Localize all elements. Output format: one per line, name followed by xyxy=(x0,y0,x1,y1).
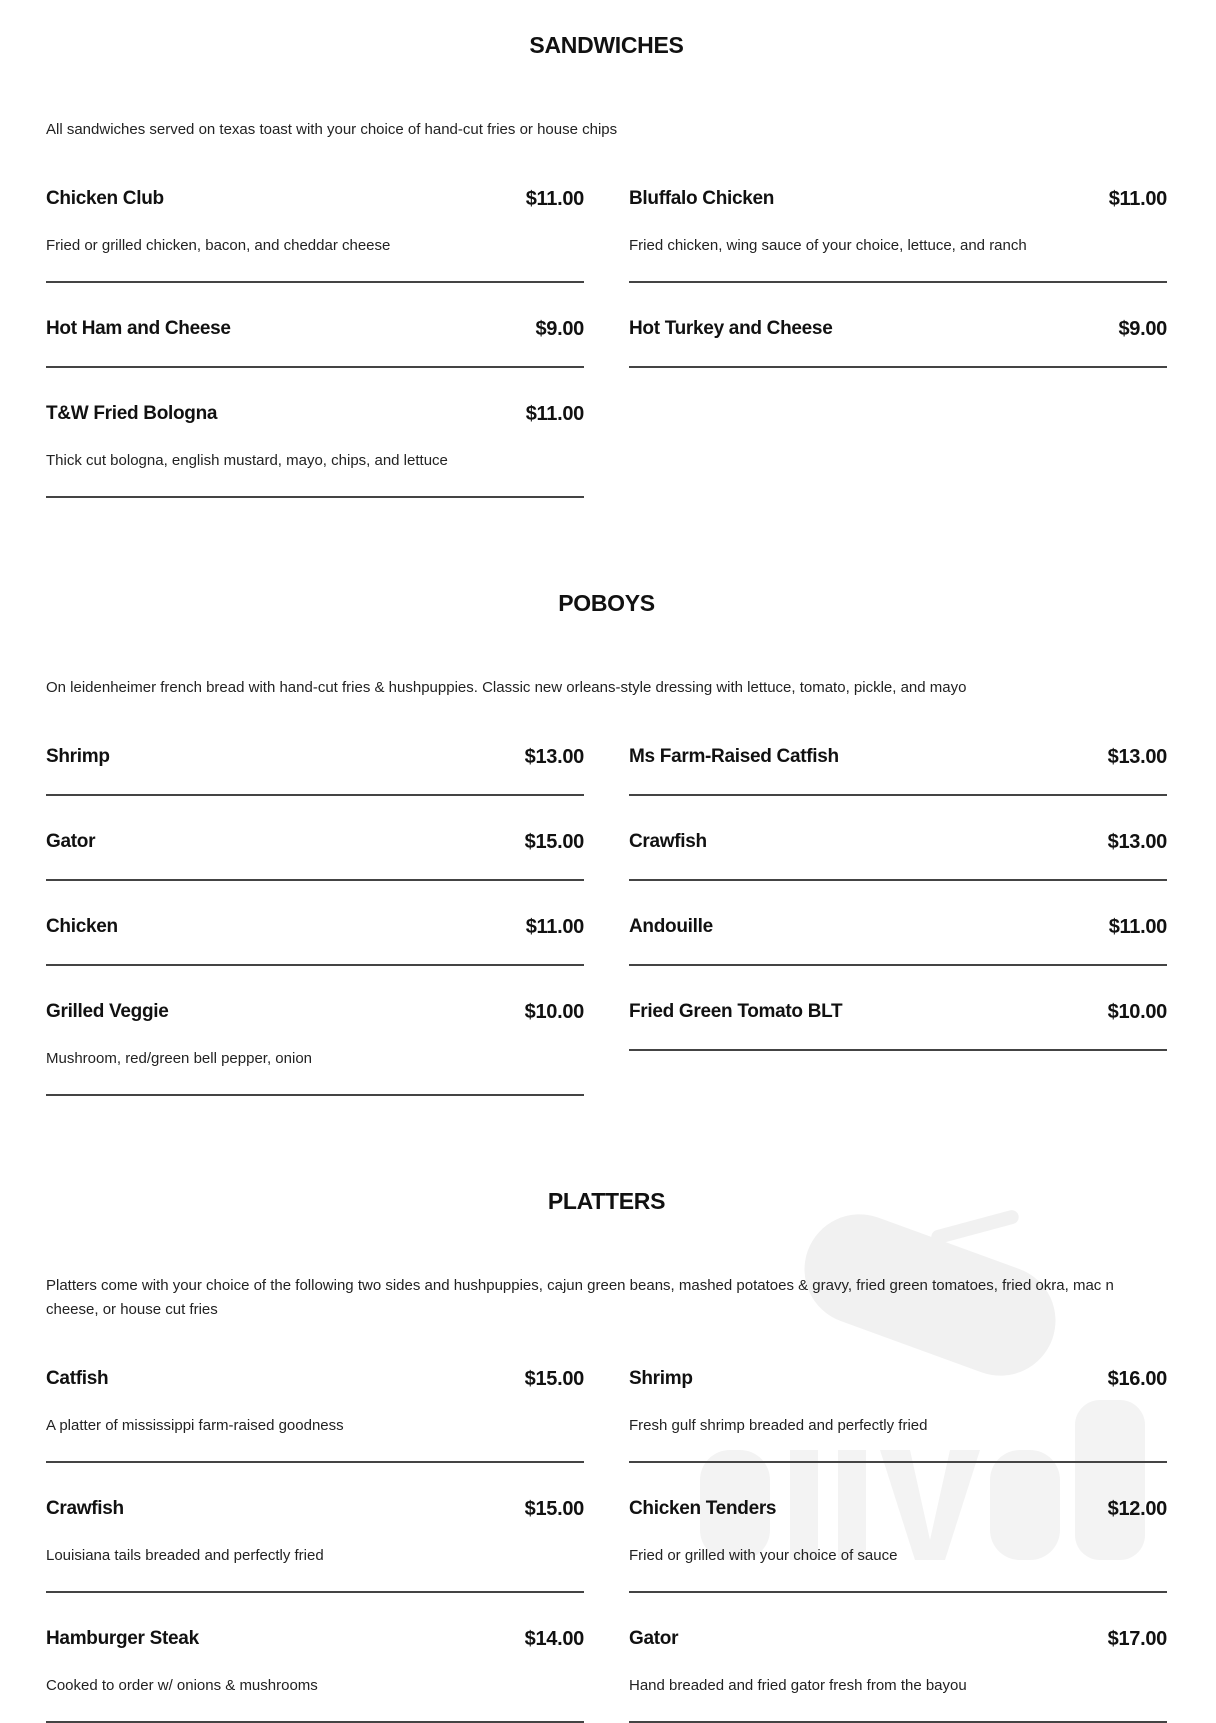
item-name: Bluffalo Chicken xyxy=(629,188,775,209)
menu-item xyxy=(46,1000,584,1096)
menu xyxy=(46,0,1167,1723)
item-description: Fresh gulf shrimp breaded and perfectly fried xyxy=(629,1417,928,1434)
item-name: Shrimp xyxy=(629,1368,693,1389)
item-name: T&W Fried Bologna xyxy=(46,403,218,424)
item-name: Grilled Veggie xyxy=(46,1001,169,1022)
item-price: $9.00 xyxy=(1118,318,1167,340)
item-price: $11.00 xyxy=(1108,916,1167,938)
menu-item xyxy=(629,915,1167,966)
menu-item xyxy=(629,1000,1167,1051)
item-price: $15.00 xyxy=(524,1368,584,1390)
item-price: $10.00 xyxy=(1107,1001,1167,1023)
item-price: $11.00 xyxy=(1108,188,1167,210)
menu-item xyxy=(629,187,1167,283)
menu-item xyxy=(629,745,1167,796)
item-price: $15.00 xyxy=(524,831,584,853)
items-grid xyxy=(46,745,1167,1096)
item-description: Fried or grilled chicken, bacon, and cheddar cheese xyxy=(46,237,391,254)
menu-item xyxy=(46,187,584,283)
item-name: Gator xyxy=(46,831,96,852)
menu-item xyxy=(629,317,1167,368)
item-price: $10.00 xyxy=(524,1001,584,1023)
item-name: Gator xyxy=(629,1628,679,1649)
item-name: Hot Ham and Cheese xyxy=(46,318,231,339)
menu-item xyxy=(629,1367,1167,1463)
menu-section-sandwiches xyxy=(46,0,1167,498)
item-name: Crawfish xyxy=(629,831,707,852)
section-title: SANDWICHES xyxy=(529,32,684,58)
item-name: Hamburger Steak xyxy=(46,1628,199,1649)
section-title: PLATTERS xyxy=(547,1188,666,1214)
section-title: POBOYS xyxy=(558,590,655,616)
menu-item xyxy=(46,830,584,881)
menu-item xyxy=(629,830,1167,881)
item-name: Ms Farm-Raised Catfish xyxy=(629,746,839,767)
item-description: Fried chicken, wing sauce of your choice, lettuce, and ranch xyxy=(629,237,1027,254)
menu-item xyxy=(629,1627,1167,1723)
item-description: Hand breaded and fried gator fresh from the bayou xyxy=(629,1677,967,1694)
item-name: Crawfish xyxy=(46,1498,124,1519)
item-price: $11.00 xyxy=(525,916,584,938)
menu-section-platters xyxy=(46,1096,1167,1723)
item-name: Fried Green Tomato BLT xyxy=(629,1001,843,1022)
menu-item xyxy=(46,402,584,498)
item-name: Chicken Club xyxy=(46,188,164,209)
item-name: Chicken xyxy=(46,916,118,937)
item-price: $12.00 xyxy=(1107,1498,1167,1520)
item-price: $15.00 xyxy=(524,1498,584,1520)
item-name: Chicken Tenders xyxy=(629,1498,777,1519)
item-price: $16.00 xyxy=(1107,1368,1167,1390)
item-description: Cooked to order w/ onions & mushrooms xyxy=(46,1677,318,1694)
item-price: $14.00 xyxy=(524,1628,584,1650)
menu-item xyxy=(46,1367,584,1463)
section-intro: Platters come with your choice of the following two sides and hushpuppies, cajun green beans, mashed potatoes & gravy, fried green tomatoes, fried okra, mac n cheese, or house cut fries xyxy=(46,1277,1114,1318)
item-price: $9.00 xyxy=(535,318,584,340)
item-price: $13.00 xyxy=(524,746,584,768)
menu-item xyxy=(46,745,584,796)
item-name: Hot Turkey and Cheese xyxy=(629,318,833,339)
item-description: Fried or grilled with your choice of sauce xyxy=(629,1547,898,1564)
item-name: Shrimp xyxy=(46,746,110,767)
item-name: Andouille xyxy=(629,916,713,937)
item-price: $17.00 xyxy=(1107,1628,1167,1650)
menu-item xyxy=(46,1627,584,1723)
section-intro: All sandwiches served on texas toast with your choice of hand-cut fries or house chips xyxy=(46,121,618,138)
item-description: A platter of mississippi farm-raised goodness xyxy=(46,1417,344,1434)
item-price: $11.00 xyxy=(525,188,584,210)
item-description: Louisiana tails breaded and perfectly fried xyxy=(46,1547,324,1564)
menu-section-poboys xyxy=(46,498,1167,1096)
item-description: Mushroom, red/green bell pepper, onion xyxy=(46,1050,313,1067)
item-name: Catfish xyxy=(46,1368,109,1389)
item-description: Thick cut bologna, english mustard, mayo, chips, and lettuce xyxy=(46,452,448,469)
menu-item xyxy=(46,1497,584,1593)
items-grid xyxy=(46,187,1167,498)
item-price: $13.00 xyxy=(1107,746,1167,768)
item-price: $13.00 xyxy=(1107,831,1167,853)
item-price: $11.00 xyxy=(525,403,584,425)
menu-item xyxy=(46,317,584,368)
section-intro: On leidenheimer french bread with hand-cut fries & hushpuppies. Classic new orleans-style dressing with lettuce, tomato, pickle, and mayo xyxy=(46,679,967,696)
menu-item xyxy=(46,915,584,966)
menu-item xyxy=(629,1497,1167,1593)
items-grid xyxy=(46,1367,1167,1723)
